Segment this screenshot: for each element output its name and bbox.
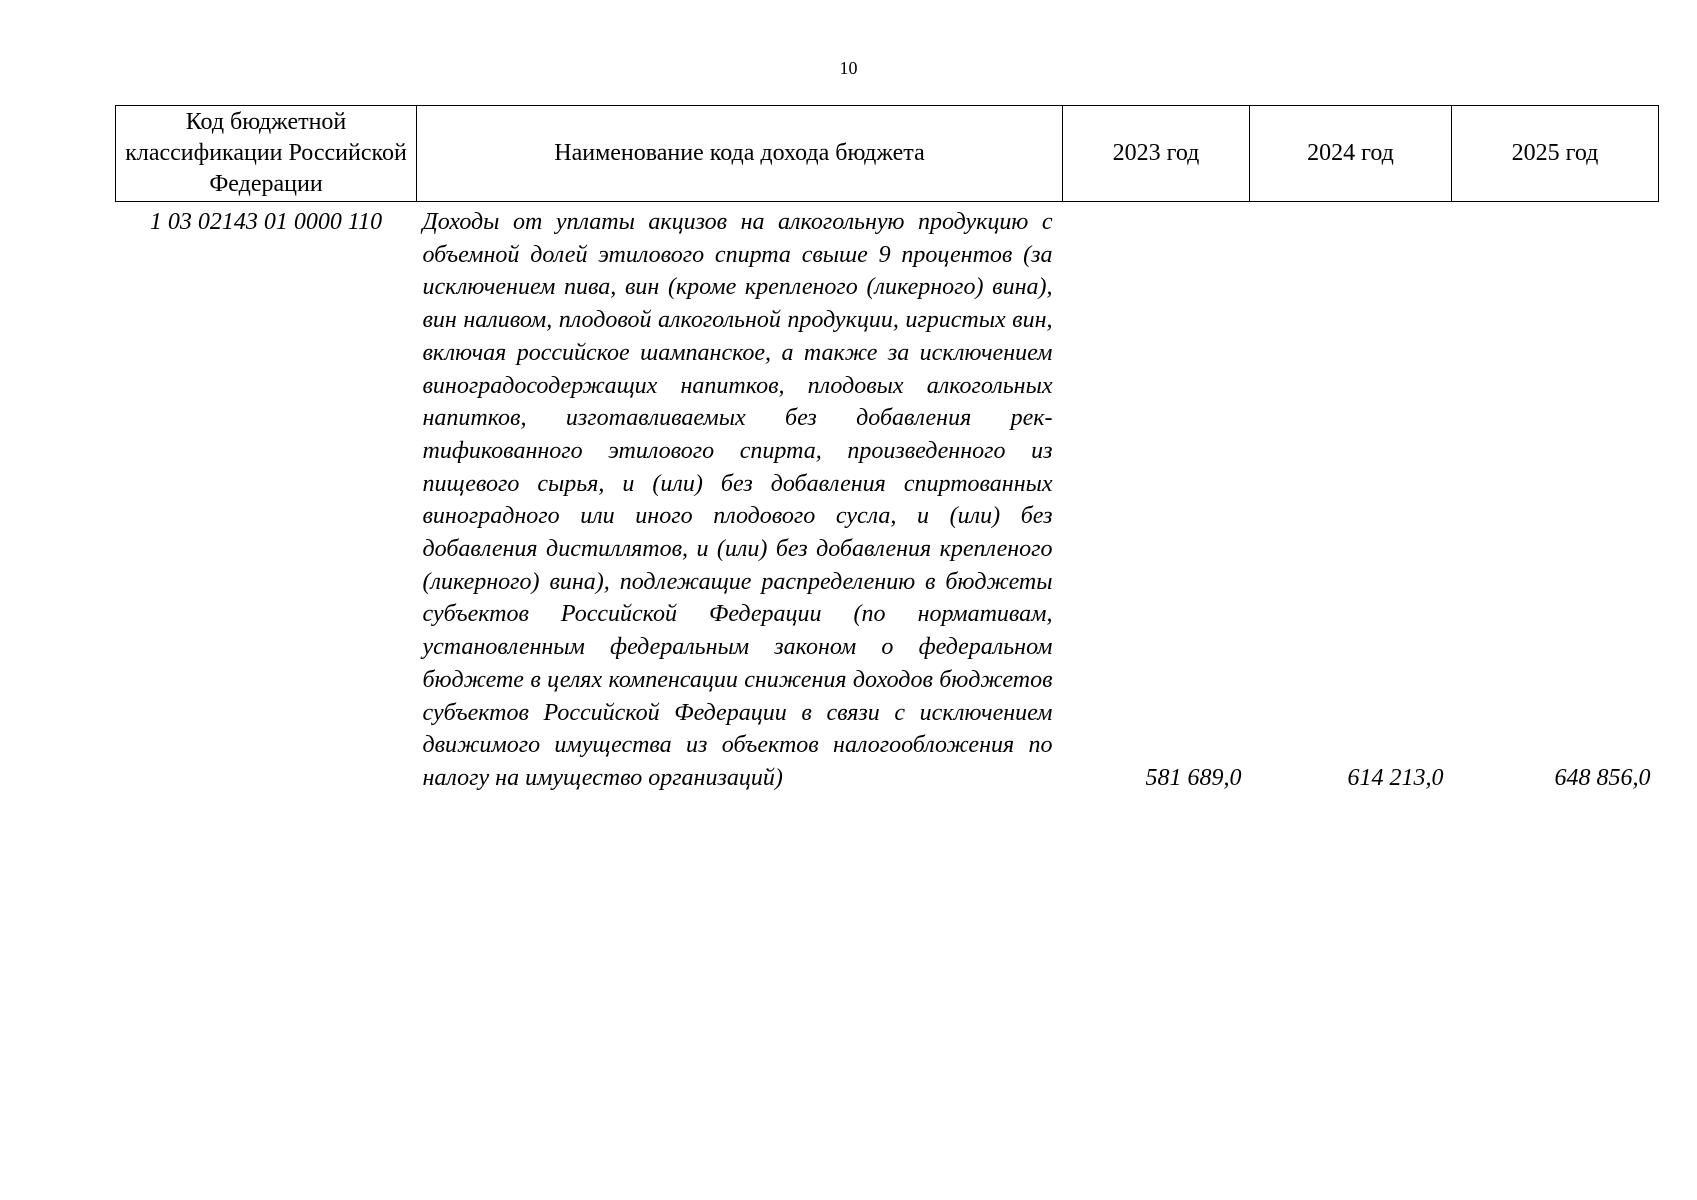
- table-row: [116, 202, 1659, 795]
- revenue-name-cell: Доходы от уплаты акцизов на алкогольную продукцию с объемной долей этилового спирта свыше 9 процентов (за исключением пива, вин (кроме крепленого (ликерного) вина), вин наливом, плодовой алкогольной продукции, игристых вин, включая российское шампанское, а также за исключением виноградосодержащих напитков, плодовых алкогольных напитков, изготавливаемых без добавления ректификованного этилового спирта, произведенного из пищевого сырья, и (или) без добавления спиртованных виноградного или иного плодового сусла, и (или) без добавления дистиллятов, и (или) без добавления крепленого (ликерного) вина), подлежащие распределению в бюджеты субъектов Российской Федерации (по нормативам, установленным федеральным законом о федеральном бюджете в целях компенсации снижения доходов бюджетов субъектов Российской Федерации в связи с исключением движимого имущества из объектов налогообложения по налогу на имущество организаций): [422, 209, 1053, 791]
- header-row: [116, 106, 1659, 202]
- budget-revenue-table: [115, 105, 1659, 795]
- page-number: 10: [839, 58, 858, 78]
- header-year-2024: 2024 год: [1250, 106, 1452, 202]
- value-2025-cell: 648 856,0: [1554, 764, 1651, 791]
- header-year-2025: 2025 год: [1452, 106, 1659, 202]
- value-2024-cell: 614 213,0: [1347, 764, 1444, 791]
- table-header: [116, 106, 1659, 202]
- header-year-2023: 2023 год: [1063, 106, 1250, 202]
- header-revenue-name: Наименование кода дохода бюджета: [417, 106, 1063, 202]
- value-2023-cell: 581 689,0: [1145, 764, 1242, 791]
- table-body: [116, 202, 1659, 795]
- header-budget-code: Код бюджетной классификации Российской Федерации: [116, 106, 417, 202]
- budget-code-cell: 1 03 02143 01 0000 110: [149, 209, 383, 235]
